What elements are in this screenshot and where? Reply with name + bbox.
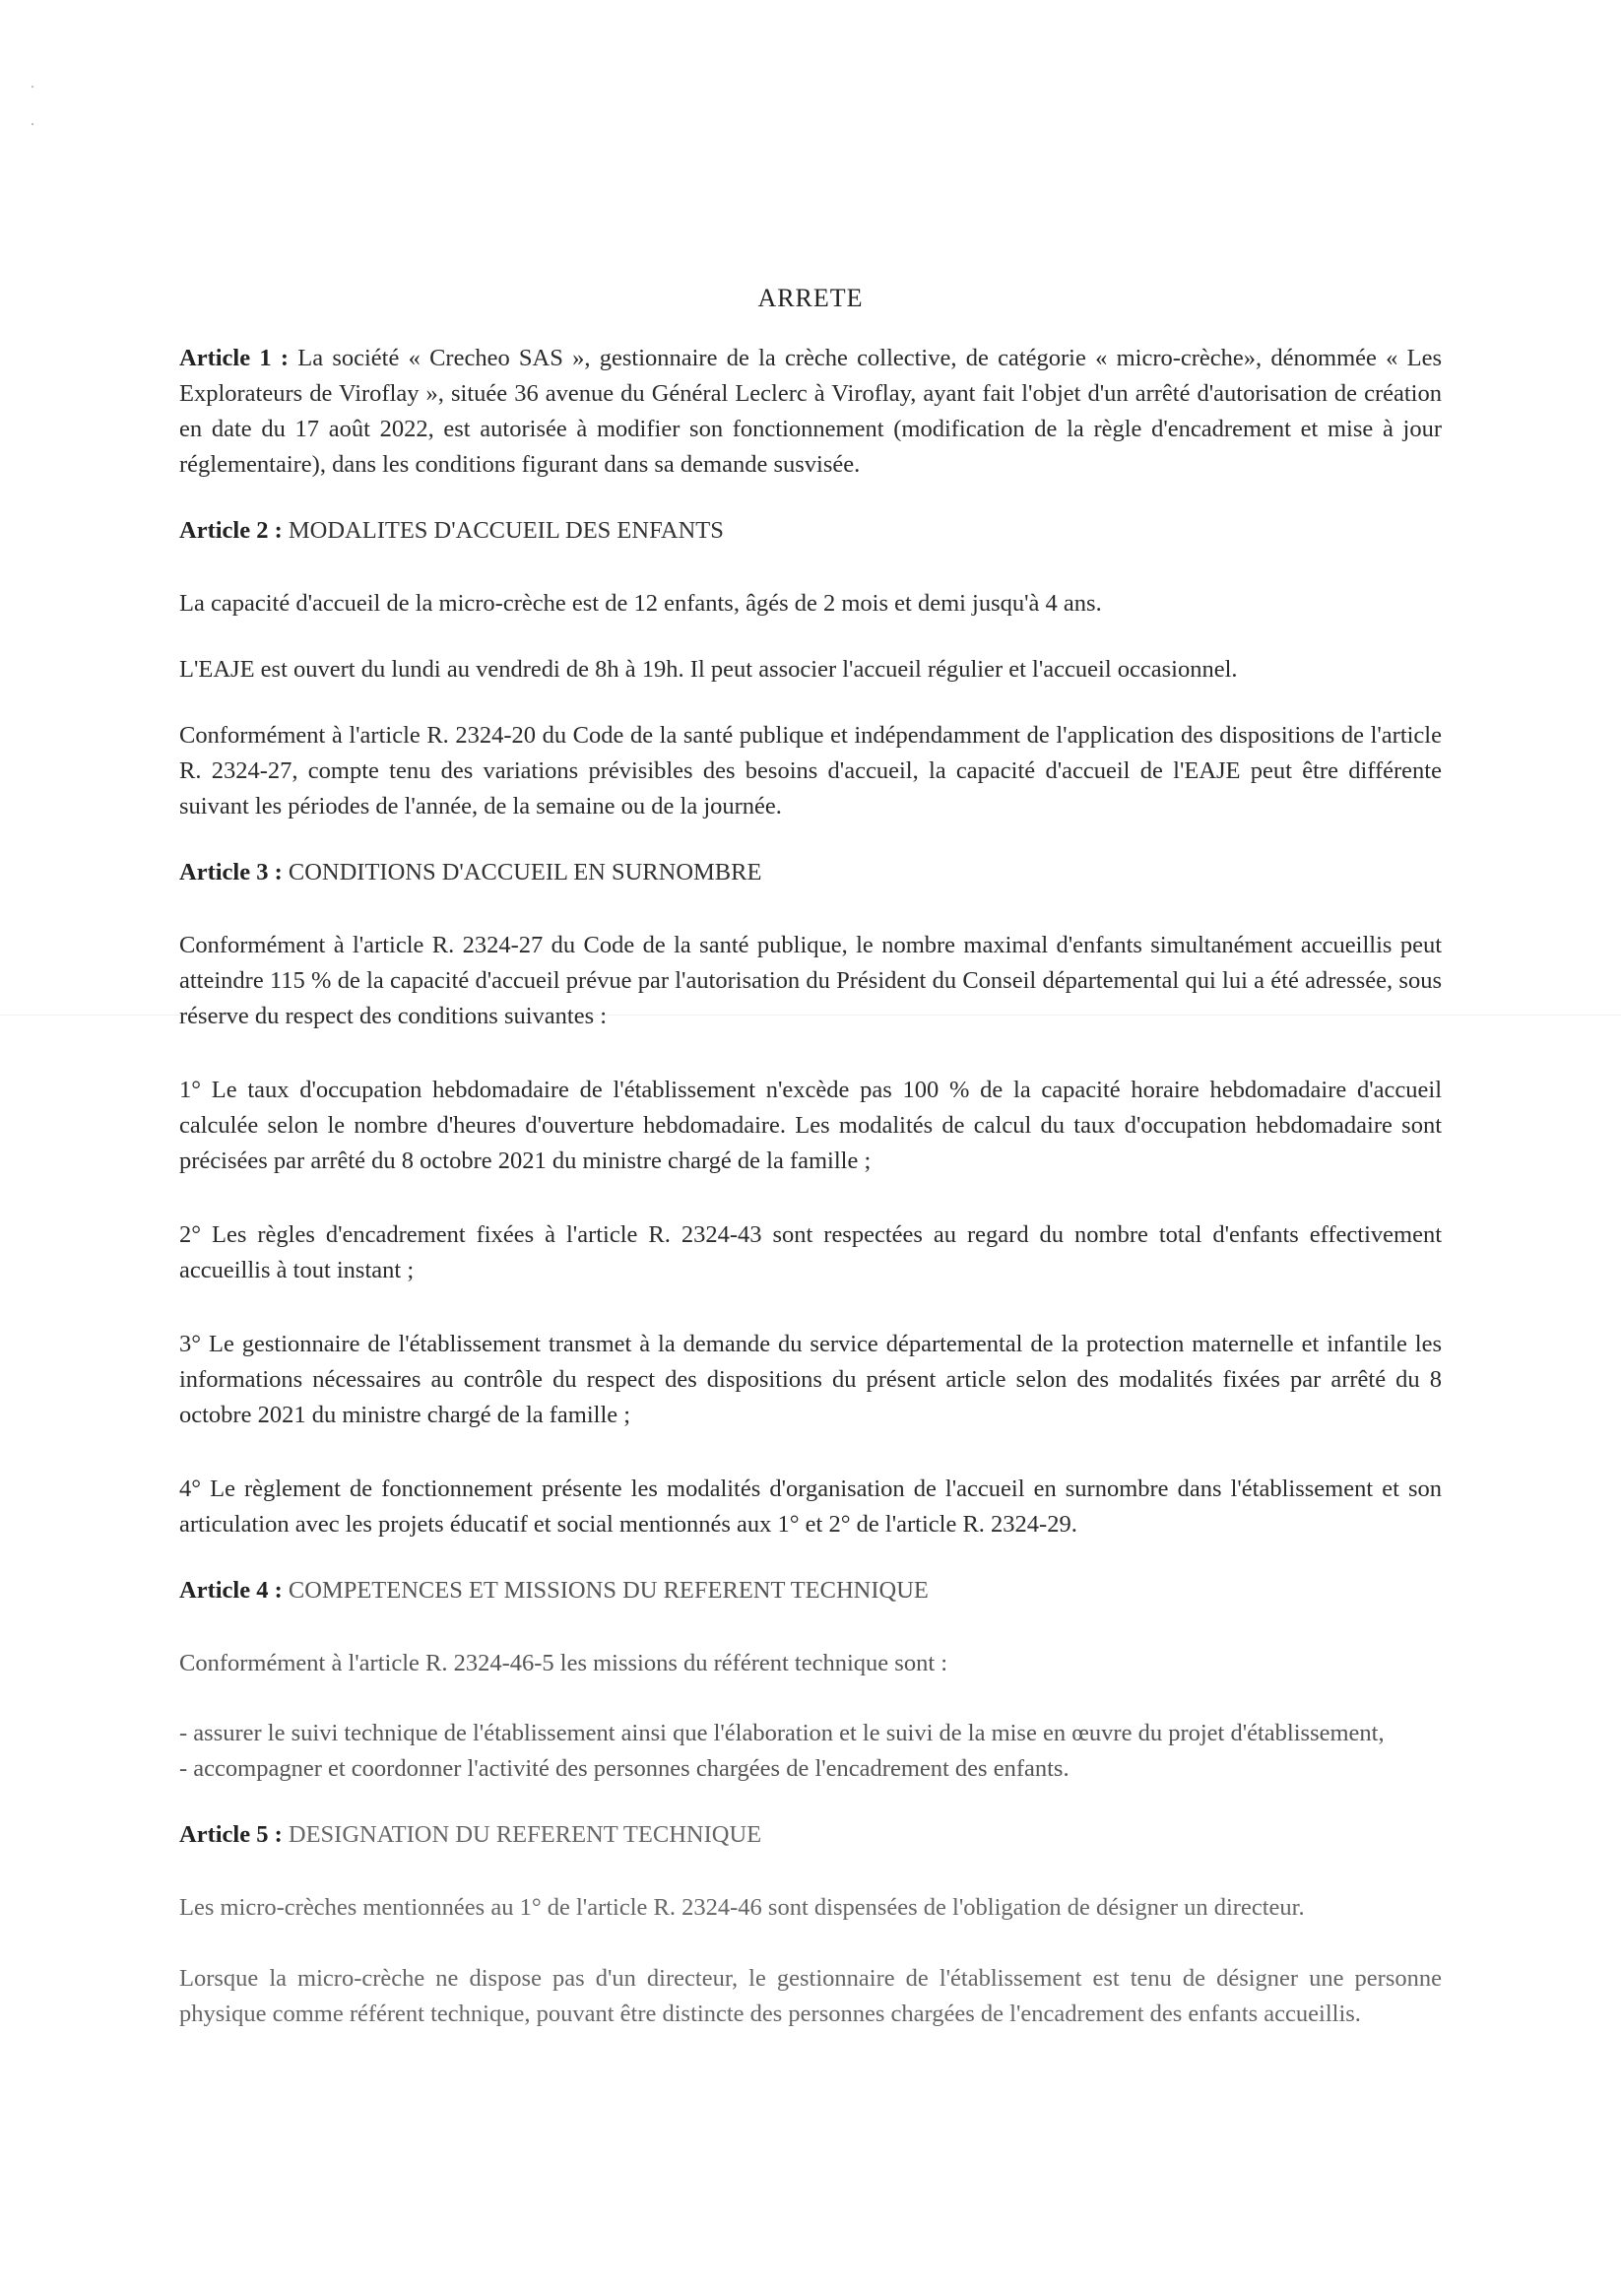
article-1 (179, 341, 1442, 483)
article-5-label: Article 5 : (179, 1821, 283, 1848)
article-4-list-item: - assurer le suivi technique de l'établissement ainsi que l'élaboration et le suivi de la mise en œuvre du projet d'établissement, (179, 1720, 1385, 1746)
article-5-title: DESIGNATION DU REFERENT TECHNIQUE (288, 1821, 762, 1848)
article-5-heading (179, 1817, 1442, 1853)
article-3-condition: 1° Le taux d'occupation hebdomadaire de l'établissement n'excède pas 100 % de la capacité horaire hebdomadaire d'accueil calculée selon le nombre d'heures d'ouverture hebdomadaire. Les modalités de calcul du taux d'occupation hebdomadaire sont précisées par arrêté du 8 octobre 2021 du ministre chargé de la famille ; (179, 1077, 1442, 1174)
article-3-condition: 2° Les règles d'encadrement fixées à l'article R. 2324-43 sont respectées au regard du nombre total d'enfants effectivement accueillis à tout instant ; (179, 1221, 1442, 1283)
article-2-paragraph: L'EAJE est ouvert du lundi au vendredi de 8h à 19h. Il peut associer l'accueil régulier et l'accueil occasionnel. (179, 656, 1238, 683)
article-4-title: COMPETENCES ET MISSIONS DU REFERENT TECHNIQUE (288, 1577, 929, 1604)
article-4-label: Article 4 : (179, 1577, 283, 1604)
document-body (179, 284, 1442, 2063)
article-5-paragraph: Les micro-crèches mentionnées au 1° de l'article R. 2324-46 sont dispensées de l'obligation de désigner un directeur. (179, 1894, 1305, 1921)
article-3-condition: 4° Le règlement de fonctionnement présente les modalités d'organisation de l'accueil en surnombre dans l'établissement et son articulation avec les projets éducatif et social mentionnés aux 1° et 2° de l'article R. 2324-29. (179, 1476, 1442, 1538)
article-4-intro: Conformément à l'article R. 2324-46-5 les missions du référent technique sont : (179, 1650, 948, 1676)
article-2-title: MODALITES D'ACCUEIL DES ENFANTS (288, 517, 724, 544)
article-1-text: La société « Crecheo SAS », gestionnaire de la crèche collective, de catégorie « micro-crèche», dénommée « Les Explorateurs de Viroflay », située 36 avenue du Général Leclerc à Viroflay, ayant fait l'objet d'un arrêté d'autorisation de création en date du 17 août 2022, est autorisée à modifier son fonctionnement (modification de la règle d'encadrement et mise à jour réglementaire), dans les conditions figurant dans sa demande susvisée. (179, 345, 1443, 478)
article-2-label: Article 2 : (179, 517, 283, 544)
article-4-list-item: - accompagner et coordonner l'activité des personnes chargées de l'encadrement des enfants. (179, 1755, 1070, 1782)
article-2-paragraph: La capacité d'accueil de la micro-crèche est de 12 enfants, âgés de 2 mois et demi jusqu'à 4 ans. (179, 590, 1102, 617)
article-2-heading (179, 513, 1442, 549)
article-5-paragraph: Lorsque la micro-crèche ne dispose pas d'un directeur, le gestionnaire de l'établissement est tenu de désigner une personne physique comme référent technique, pouvant être distincte des personnes chargées de l'encadrement des enfants accueillis. (179, 1965, 1442, 2027)
article-3-paragraph: Conformément à l'article R. 2324-27 du Code de la santé publique, le nombre maximal d'enfants simultanément accueillis peut atteindre 115 % de la capacité d'accueil prévue par l'autorisation du Président du Conseil départemental qui lui a été adressée, sous réserve du respect des conditions suivantes : (179, 932, 1442, 1029)
article-1-label: Article 1 : (179, 345, 289, 371)
article-3-heading (179, 855, 1442, 890)
article-3-label: Article 3 : (179, 859, 283, 886)
article-3-title: CONDITIONS D'ACCUEIL EN SURNOMBRE (288, 859, 762, 886)
article-3-condition: 3° Le gestionnaire de l'établissement transmet à la demande du service départemental de la protection maternelle et infantile les informations nécessaires au contrôle du respect des dispositions du présent article selon des modalités fixées par arrêté du 8 octobre 2021 du ministre chargé de la famille ; (179, 1331, 1442, 1428)
article-4-heading (179, 1573, 1442, 1608)
document-title: ARRETE (757, 284, 864, 312)
article-2-paragraph: Conformément à l'article R. 2324-20 du Code de la santé publique et indépendamment de l'application des dispositions de l'article R. 2324-27, compte tenu des variations prévisibles des besoins d'accueil, la capacité d'accueil de l'EAJE peut être différente suivant les périodes de l'année, de la semaine ou de la journée. (179, 722, 1442, 820)
scan-speck (32, 86, 33, 88)
scan-speck (32, 123, 33, 125)
